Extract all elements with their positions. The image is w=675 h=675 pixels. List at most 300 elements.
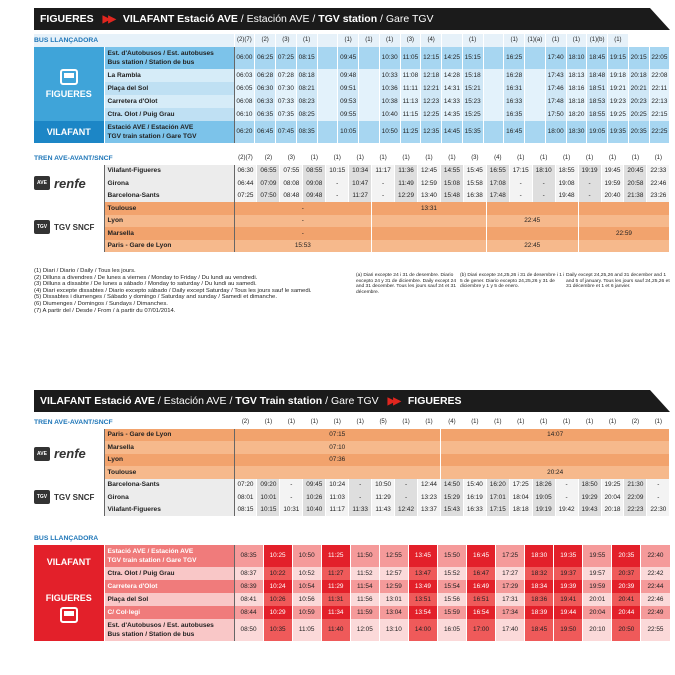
time-cell: 10:52 [292, 567, 321, 580]
table-row [34, 108, 670, 121]
note-ref: (1) [395, 416, 418, 429]
time-cell: 14:31 [442, 82, 463, 95]
time-cell: 10:24 [326, 479, 349, 492]
table-row [34, 580, 670, 593]
time-cell: 08:48 [280, 190, 303, 203]
time-cell: 12:59 [418, 177, 441, 190]
legend-item: (2) Dilluns a divendres / De lunes a viernes / Monday to Friday / Du lundi au vendredi. [34, 274, 258, 281]
time-cell: 16:31 [504, 82, 525, 95]
renfe-text: renfe [54, 175, 86, 191]
note-ref: (1) [349, 152, 372, 165]
table-row [34, 215, 670, 228]
note-ref: (1) [532, 152, 555, 165]
time-cell: 06:08 [234, 95, 255, 108]
time-cell: 11:25 [321, 545, 350, 567]
note-ref: (2) [234, 416, 257, 429]
figueres-label-wrap [34, 593, 104, 627]
note-ref: (3) [280, 152, 303, 165]
time-cell: - [372, 190, 395, 203]
time-cell: 20:04 [583, 606, 612, 619]
time-cell: 07:20 [234, 479, 257, 492]
time-cell: 10:24 [263, 580, 292, 593]
time-cell: 09:53 [338, 95, 359, 108]
renfe-logo-wrap [34, 176, 104, 191]
note-ref: (3) [400, 34, 421, 47]
time-cell [578, 202, 670, 215]
time-cell: 17:27 [496, 567, 525, 580]
time-cell: 22:05 [649, 47, 670, 69]
table-row [34, 441, 670, 454]
bottom-bus-table [34, 532, 671, 641]
time-cell: 10:50 [292, 545, 321, 567]
time-cell [372, 227, 487, 240]
time-cell: 10:38 [379, 95, 400, 108]
time-cell: 06:05 [234, 82, 255, 95]
legend-item: (3) Dilluns a dissabte / De lunes a sábado / Monday to saturday / Du lundi au samedi. [34, 281, 257, 288]
time-cell: - [578, 177, 601, 190]
time-cell: 08:55 [303, 165, 326, 178]
time-cell [483, 69, 504, 82]
time-cell: 07:10 [234, 441, 440, 454]
time-cell: 11:27 [349, 190, 372, 203]
time-cell: 13:31 [372, 202, 487, 215]
time-cell: 09:08 [303, 177, 326, 190]
time-cell: 18:55 [555, 165, 578, 178]
time-cell: 19:21 [608, 82, 629, 95]
time-cell: 16:20 [486, 479, 509, 492]
time-cell: 19:43 [578, 504, 601, 517]
time-cell: 09:48 [338, 69, 359, 82]
time-cell: 18:32 [525, 567, 554, 580]
time-cell [525, 108, 546, 121]
time-cell [525, 47, 546, 69]
top-title-origin: FIGUERES [40, 13, 94, 25]
time-cell: 10:50 [372, 479, 395, 492]
station-name: Paris - Gare de Lyon [104, 429, 234, 442]
time-cell: 12:29 [395, 190, 418, 203]
station-label: Carretera d'Olot [107, 582, 158, 590]
time-cell: - [532, 190, 555, 203]
time-cell [486, 202, 578, 215]
figueres-block [34, 47, 104, 121]
note-ref: (1) [440, 152, 463, 165]
time-cell: 22:49 [641, 606, 670, 619]
time-cell: 22:33 [647, 165, 670, 178]
bus-shuttle-label: BUS LLANÇADORA [34, 532, 670, 545]
time-cell: 09:48 [303, 190, 326, 203]
time-cell: - [349, 479, 372, 492]
time-cell [317, 95, 338, 108]
time-cell: 10:34 [349, 165, 372, 178]
time-cell: 16:47 [467, 567, 496, 580]
time-cell: 17:15 [509, 165, 532, 178]
station-label: Est. d'Autobusos / Est. autobuses [107, 49, 214, 57]
time-cell: 16:38 [463, 190, 486, 203]
time-cell: 20:24 [440, 466, 669, 479]
note-ref: (1)(b) [587, 34, 608, 47]
time-cell: 07:30 [276, 82, 297, 95]
figueres-label: FIGUERES [45, 88, 92, 99]
time-cell: 19:23 [608, 95, 629, 108]
station-label-2: Bus station / Station de bus [107, 58, 195, 66]
note-ref: (1) [647, 152, 670, 165]
time-cell: - [578, 190, 601, 203]
station-name [104, 82, 234, 95]
time-cell: 22:45 [486, 240, 578, 253]
time-cell: 18:50 [578, 479, 601, 492]
station-label-2: Bus station / Station de bus [107, 630, 195, 638]
table-row [34, 466, 670, 479]
time-cell: 12:35 [421, 121, 442, 143]
top-title-dest-en: TGV station [318, 13, 378, 25]
time-cell: 07:28 [276, 69, 297, 82]
note-ref: (1) [555, 152, 578, 165]
time-cell [359, 69, 380, 82]
time-cell: 08:39 [234, 580, 263, 593]
station-name: Paris - Gare de Lyon [104, 240, 234, 253]
time-cell [359, 95, 380, 108]
time-cell: 19:37 [554, 567, 583, 580]
time-cell: 20:18 [601, 504, 624, 517]
table-row [34, 504, 670, 517]
time-cell: 19:41 [554, 593, 583, 606]
time-cell: 20:10 [583, 619, 612, 641]
time-cell: - [555, 479, 578, 492]
time-cell: 14:35 [442, 108, 463, 121]
time-cell: 11:11 [400, 82, 421, 95]
train-section-label: TREN AVE-AVANT/SNCF [34, 152, 234, 165]
time-cell: 20:35 [628, 121, 649, 143]
time-cell: 17:31 [496, 593, 525, 606]
time-cell: 18:00 [545, 121, 566, 143]
time-cell: 22:46 [641, 593, 670, 606]
station-label: Carretera d'Olot [107, 97, 158, 105]
time-cell: 11:52 [350, 567, 379, 580]
time-cell: 08:21 [296, 82, 317, 95]
time-cell [483, 95, 504, 108]
time-cell: 07:25 [234, 190, 257, 203]
time-cell: 22:55 [641, 619, 670, 641]
time-cell: 09:51 [338, 82, 359, 95]
time-cell: 17:25 [509, 479, 532, 492]
time-cell [525, 95, 546, 108]
tgv-logo [34, 479, 104, 517]
station-name: Lyon [104, 454, 234, 467]
top-bus-section [34, 34, 670, 143]
time-cell: - [234, 215, 372, 228]
station-name [104, 580, 234, 593]
arrow-icon: ▶▶ [387, 396, 399, 407]
table-row [34, 177, 670, 190]
time-cell: 20:37 [612, 567, 641, 580]
time-cell: 08:15 [296, 47, 317, 69]
time-cell: 14:55 [440, 165, 463, 178]
time-cell: 11:05 [292, 619, 321, 641]
title-corner [650, 8, 670, 30]
time-cell: 19:08 [555, 177, 578, 190]
time-cell: 10:22 [263, 567, 292, 580]
table-row [34, 47, 670, 69]
time-cell: 16:49 [467, 580, 496, 593]
title-corner [650, 390, 670, 412]
time-cell: 15:52 [437, 567, 466, 580]
time-cell: 17:48 [545, 95, 566, 108]
time-cell: 19:15 [608, 47, 629, 69]
time-cell: 06:35 [255, 108, 276, 121]
time-cell: 13:54 [408, 606, 437, 619]
time-cell: 15:48 [440, 190, 463, 203]
time-cell: 06:44 [234, 177, 257, 190]
note-ref: (1) [303, 152, 326, 165]
note-ref: (2)(7) [234, 34, 255, 47]
station-name [104, 606, 234, 619]
time-cell: 21:30 [624, 479, 647, 492]
time-cell: 14:00 [408, 619, 437, 641]
table-row [34, 454, 670, 467]
station-name [104, 69, 234, 82]
time-cell: 10:01 [257, 491, 280, 504]
station-name: Toulouse [104, 466, 234, 479]
time-cell: 12:59 [379, 580, 408, 593]
renfe-logo [34, 429, 104, 479]
time-cell [359, 82, 380, 95]
time-cell: 20:50 [612, 619, 641, 641]
time-cell: 10:15 [326, 165, 349, 178]
time-cell: - [349, 491, 372, 504]
time-cell: 16:55 [486, 165, 509, 178]
time-cell: 15:25 [462, 108, 483, 121]
time-cell: 08:35 [296, 121, 317, 143]
note-ref: (1) [545, 34, 566, 47]
time-cell [525, 69, 546, 82]
time-cell: 18:30 [525, 545, 554, 567]
time-cell: 11:43 [372, 504, 395, 517]
time-cell: - [395, 479, 418, 492]
table-row [34, 69, 670, 82]
ave-train-icon: AVE [34, 176, 50, 190]
time-cell: 19:48 [555, 190, 578, 203]
time-cell: - [509, 177, 532, 190]
station-name: Marsella [104, 227, 234, 240]
time-cell: 06:20 [234, 121, 255, 143]
time-cell: 11:27 [321, 567, 350, 580]
time-cell: 11:13 [400, 95, 421, 108]
note-ref: (1) [257, 416, 280, 429]
table-row [34, 429, 670, 442]
time-cell: - [509, 190, 532, 203]
bottom-train-section [34, 416, 670, 516]
time-cell: 20:41 [612, 593, 641, 606]
time-cell: 22:30 [647, 504, 670, 517]
time-cell: 15:21 [462, 82, 483, 95]
table-row [34, 227, 670, 240]
time-cell: 11:36 [395, 165, 418, 178]
time-cell: 19:05 [532, 491, 555, 504]
arrow-icon: ▶▶ [102, 14, 114, 25]
time-cell: 22:46 [647, 177, 670, 190]
time-cell: 16:33 [504, 95, 525, 108]
note-ref: (1) [280, 416, 303, 429]
time-cell: 18:10 [532, 165, 555, 178]
time-cell: 16:33 [463, 504, 486, 517]
time-cell: 15:53 [234, 240, 372, 253]
time-cell: 11:25 [400, 121, 421, 143]
time-cell: 19:18 [608, 69, 629, 82]
station-name: Toulouse [104, 202, 234, 215]
time-cell: 10:30 [379, 47, 400, 69]
time-cell: 15:15 [462, 47, 483, 69]
time-cell [483, 108, 504, 121]
time-cell: 19:55 [583, 545, 612, 567]
time-cell: 11:29 [372, 491, 395, 504]
time-cell [372, 215, 487, 228]
time-cell [317, 47, 338, 69]
time-cell: - [372, 177, 395, 190]
time-cell [483, 82, 504, 95]
note-ref: (1) [624, 152, 647, 165]
time-cell: 18:20 [566, 108, 587, 121]
time-cell: 20:21 [628, 82, 649, 95]
time-cell: 13:47 [408, 567, 437, 580]
time-cell: 22:40 [641, 545, 670, 567]
top-title-dest-fr: / Gare TGV [377, 13, 434, 25]
top-title-bar [34, 8, 670, 30]
time-cell: 15:23 [462, 95, 483, 108]
time-cell: 20:58 [624, 177, 647, 190]
station-name: Girona [104, 491, 234, 504]
time-cell: 18:16 [566, 82, 587, 95]
time-cell [578, 240, 670, 253]
time-cell: 22:11 [649, 82, 670, 95]
figueres-block [34, 580, 104, 641]
time-cell: 10:50 [379, 121, 400, 143]
time-cell: 22:09 [624, 491, 647, 504]
time-cell: 12:57 [379, 567, 408, 580]
time-cell: 20:01 [583, 593, 612, 606]
time-cell: 07:35 [276, 108, 297, 121]
time-cell: 10:31 [280, 504, 303, 517]
time-cell: 17:43 [545, 69, 566, 82]
time-cell: 11:40 [321, 619, 350, 641]
time-cell: 13:23 [418, 491, 441, 504]
renfe-logo [34, 165, 104, 203]
time-cell: 18:18 [566, 95, 587, 108]
time-cell: 19:05 [587, 121, 608, 143]
time-cell: 16:54 [467, 606, 496, 619]
time-cell: 06:28 [255, 69, 276, 82]
time-cell: - [555, 491, 578, 504]
note-ref: (1) [566, 34, 587, 47]
time-cell: 10:56 [292, 593, 321, 606]
time-cell: 18:36 [525, 593, 554, 606]
note-b: (b) Diari excepte 24,25,26 i 31 de desembre i 1 i 5 de gener. Diario excepto 24,25,26 y 31 de diciembre y 1 y 5 de enero. [460, 273, 565, 289]
time-cell: 18:45 [587, 47, 608, 69]
time-cell: 11:08 [400, 69, 421, 82]
time-cell: 16:19 [463, 491, 486, 504]
time-cell: 15:45 [463, 165, 486, 178]
time-cell: 15:56 [437, 593, 466, 606]
time-cell: 11:03 [326, 491, 349, 504]
bottom-title-origin: VILAFANT Estació AVE [40, 395, 155, 407]
note-ref [483, 34, 504, 47]
time-cell: 17:00 [467, 619, 496, 641]
time-cell: 19:59 [601, 177, 624, 190]
top-title-dest-es: / Estación AVE / [237, 13, 319, 25]
time-cell: 11:49 [395, 177, 418, 190]
time-cell: 11:05 [400, 47, 421, 69]
note-ref: (1) [326, 152, 349, 165]
time-cell [525, 121, 546, 143]
tgv-text: TGV SNCF [54, 222, 95, 232]
time-cell: 10:26 [263, 593, 292, 606]
time-cell: 17:34 [496, 606, 525, 619]
time-cell: 08:44 [234, 606, 263, 619]
station-name [104, 567, 234, 580]
table-row [34, 545, 670, 567]
station-label: Plaça del Sol [107, 595, 149, 603]
time-cell: 22:42 [641, 567, 670, 580]
time-cell: 07:45 [276, 121, 297, 143]
note-ref: (2) [624, 416, 647, 429]
note-ref: (1)(a) [525, 34, 546, 47]
time-cell: 09:45 [303, 479, 326, 492]
time-cell: 21:38 [624, 190, 647, 203]
station-label: Estació AVE / Estación AVE [107, 123, 194, 131]
time-cell: 15:35 [462, 121, 483, 143]
time-cell: 10:15 [257, 504, 280, 517]
note-ref: (2) [257, 152, 280, 165]
station-label: Estació AVE / Estación AVE [107, 547, 194, 555]
ave-train-icon: AVE [34, 447, 50, 461]
time-cell [359, 121, 380, 143]
note-ref: (1) [303, 416, 326, 429]
time-cell: 06:30 [234, 165, 257, 178]
tgv-text: TGV SNCF [54, 492, 95, 502]
time-cell: 22:44 [641, 580, 670, 593]
time-cell: - [326, 177, 349, 190]
time-cell: 16:05 [437, 619, 466, 641]
note-ref: (1) [395, 152, 418, 165]
time-cell [372, 240, 487, 253]
time-cell: 12:18 [421, 69, 442, 82]
time-cell: 17:40 [496, 619, 525, 641]
time-cell: 19:25 [608, 108, 629, 121]
table-row [34, 190, 670, 203]
time-cell: 13:01 [379, 593, 408, 606]
figueres-label: FIGUERES [45, 593, 92, 603]
time-cell: 13:37 [418, 504, 441, 517]
table-row [34, 202, 670, 215]
time-cell: 11:34 [321, 606, 350, 619]
bottom-title-dest: FIGUERES [407, 395, 462, 407]
time-cell: 19:59 [583, 580, 612, 593]
time-cell: 09:20 [257, 479, 280, 492]
time-cell: 09:55 [338, 108, 359, 121]
time-cell: 19:19 [578, 165, 601, 178]
note-ref: (4) [421, 34, 442, 47]
table-row [34, 491, 670, 504]
station-name: Vilafant-Figueres [104, 165, 234, 178]
note-ref: (1) [532, 416, 555, 429]
time-cell: 18:18 [509, 504, 532, 517]
time-cell: 11:59 [350, 606, 379, 619]
note-ref: (1) [578, 152, 601, 165]
time-cell: 06:55 [257, 165, 280, 178]
time-cell: 07:33 [276, 95, 297, 108]
time-cell: 12:55 [379, 545, 408, 567]
time-cell [525, 82, 546, 95]
time-cell [486, 227, 578, 240]
